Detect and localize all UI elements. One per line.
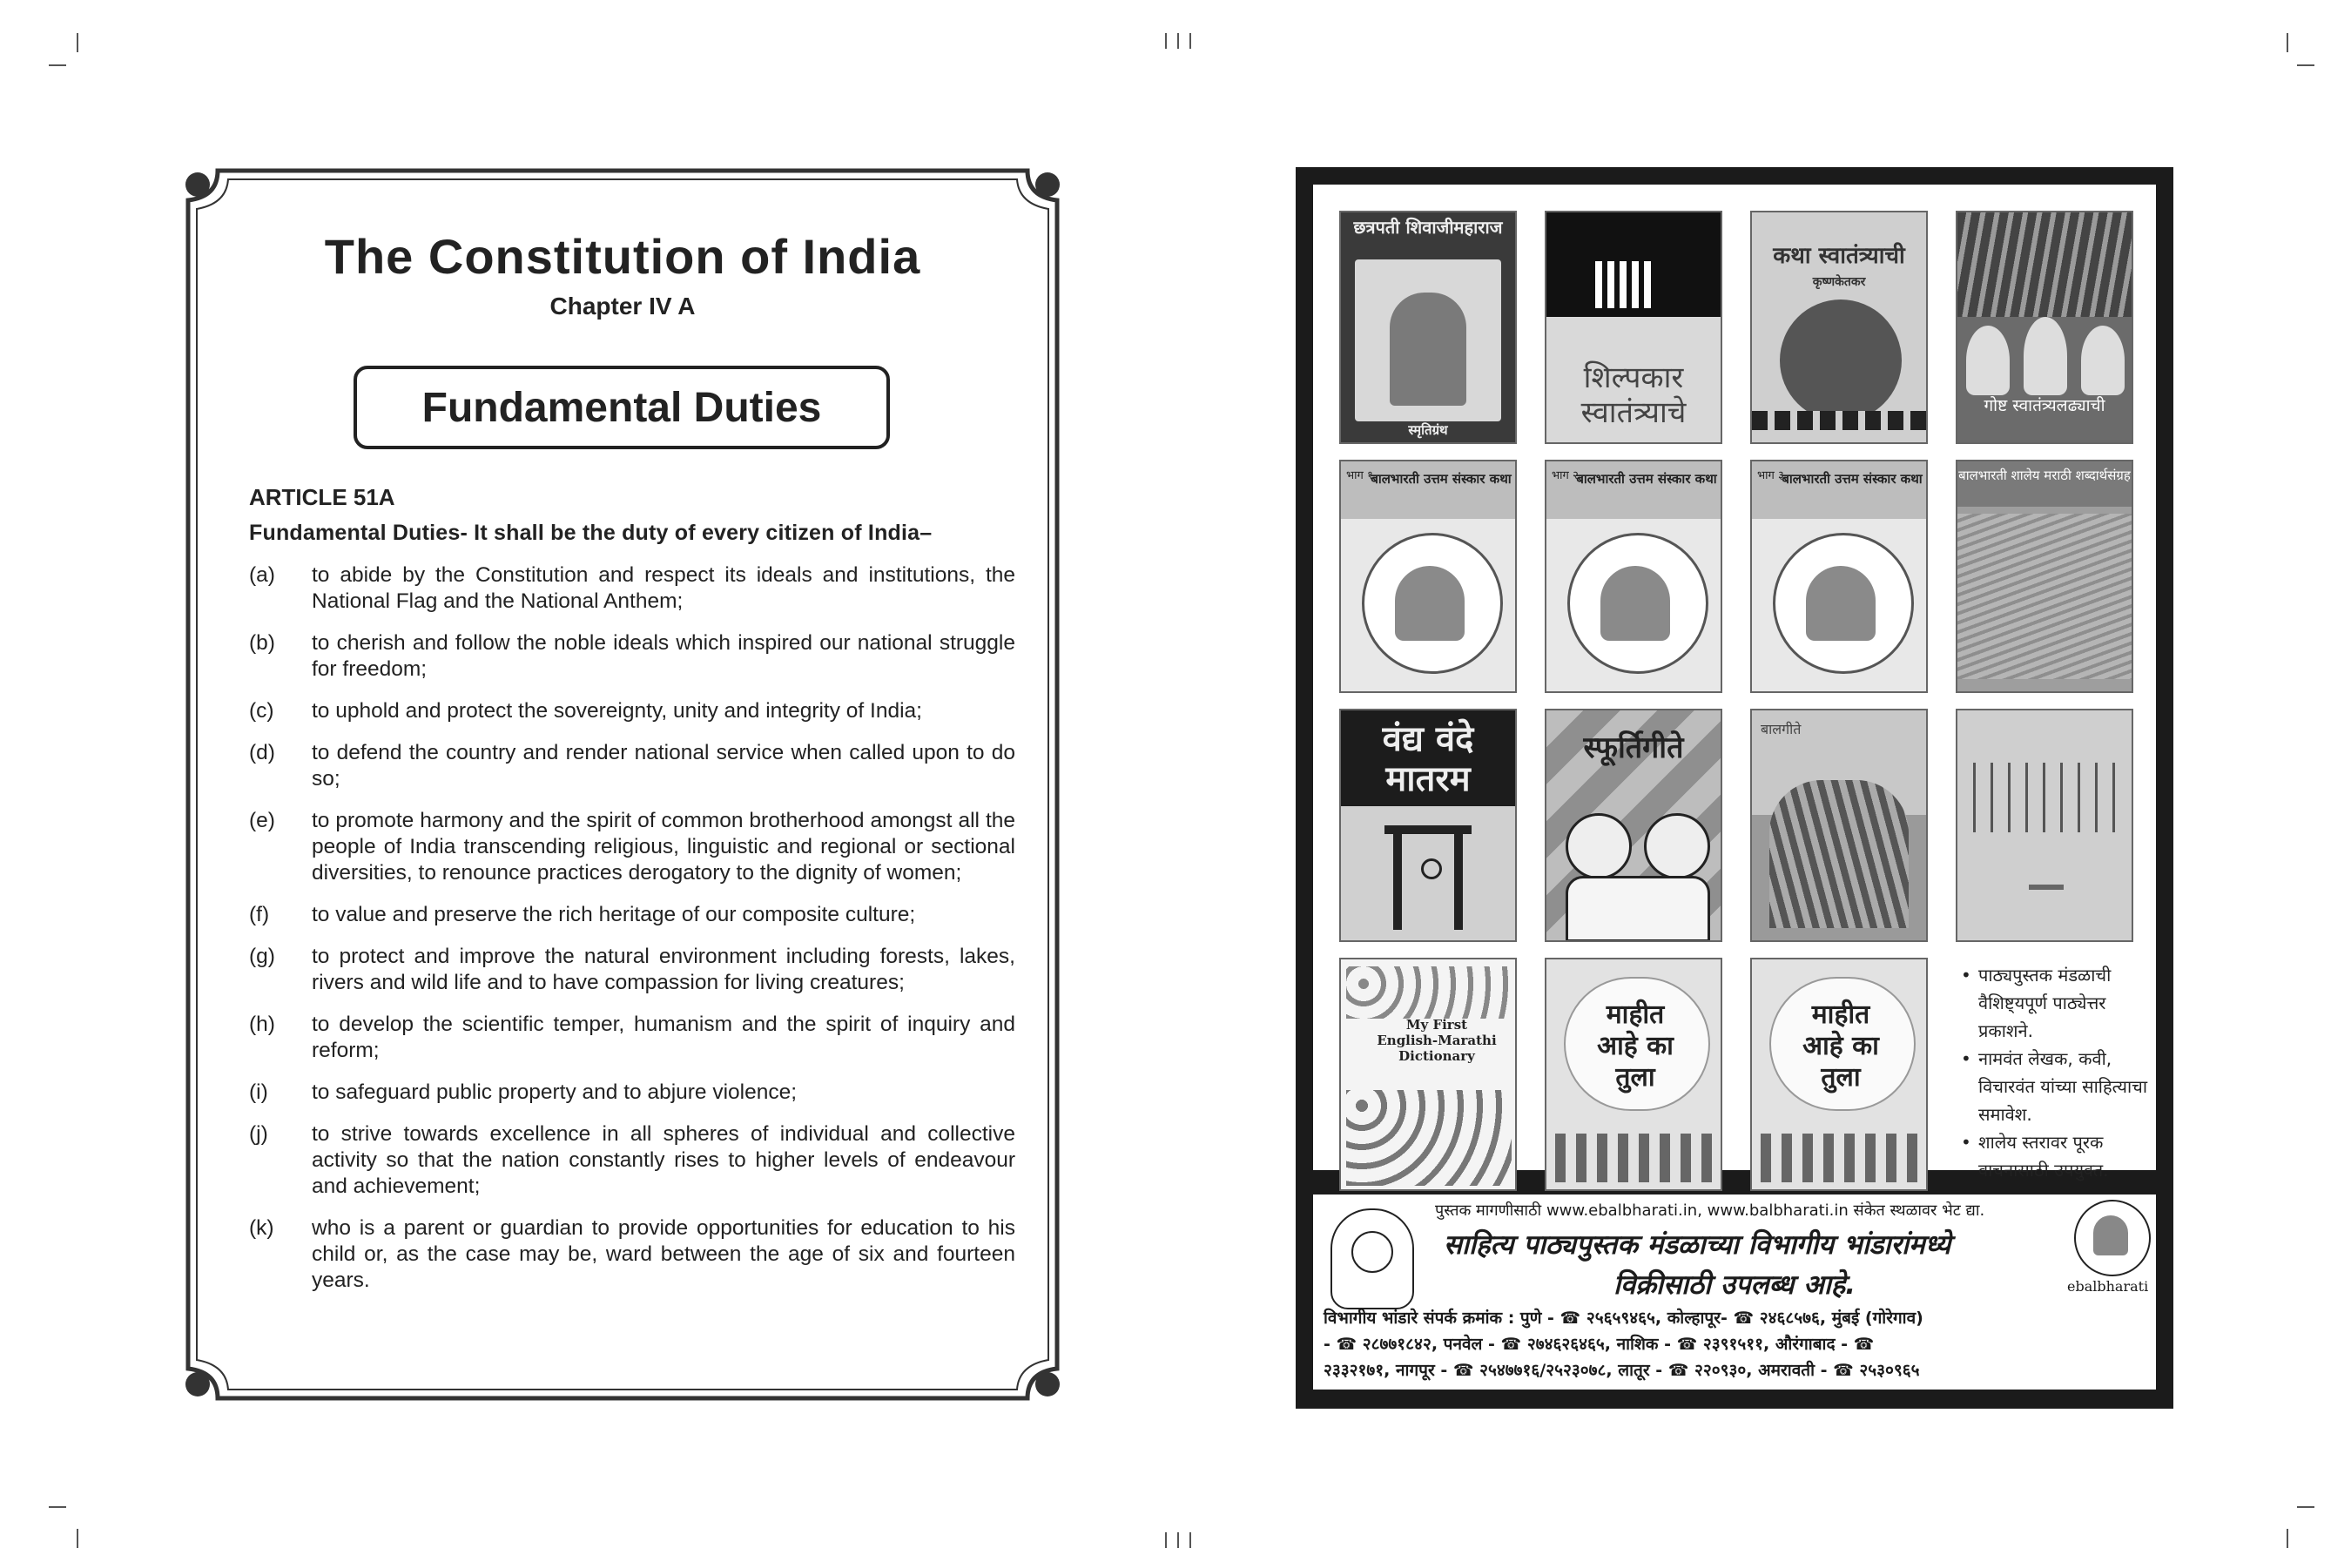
publication-features [1957,961,2149,1184]
crop-mark [1189,33,1191,49]
book-cover: भाग १ बालभारती उत्तम संस्कार कथा [1339,460,1517,693]
feature-item: • पाठ्यपुस्तक मंडळाची वैशिष्ट्यपूर्ण पाठ्येत्तर प्रकाशने. [1957,961,2149,1045]
book-cover: माहीत आहे का तुला [1750,958,1928,1191]
crop-mark [2297,1506,2314,1508]
contact-line: - ☎ २८७७१८४२, पनवेल - ☎ २७४६२६४६५, नाशिक - ☎ २३९१५११, औरंगाबाद - ☎ [1324,1335,1875,1354]
duty-item: (i) to safeguard public property and to abjure violence; [249,1080,798,1104]
book-cover: बालभारती शालेय मराठी शब्दार्थसंग्रह [1956,460,2133,693]
book-cover [1956,709,2133,942]
headline-line-1: साहित्य पाठ्यपुस्तक मंडळाच्या विभागीय भांडारांमध्ये [1444,1229,1951,1261]
crop-mark [77,33,78,52]
duty-item: (b) to cherish and follow the noble ideals which inspired our national struggle for freedom; [249,631,1015,681]
page-title: The Constitution of India [324,229,921,284]
duty-item: (k) who is a parent or guardian to provide opportunities for education to his child or, as the case may be, ward between the age of six and fourteen years. [249,1216,1015,1292]
crop-mark [2297,64,2314,66]
book-cover: छत्रपती शिवाजीमहाराज स्मृतिग्रंथ [1339,211,1517,444]
duties-list [249,562,1015,1309]
crop-mark [1165,33,1167,49]
ebalbharati-logo [2074,1200,2151,1276]
publications-advert [1296,167,2173,1409]
duty-item: (g) to protect and improve the natural environment including forests, lakes, rivers and wild life and to have compassion for living creatures; [249,945,1015,994]
store-info-box [1313,1195,2156,1390]
crop-mark [1189,1532,1191,1548]
book-cover: बालगीते [1750,709,1928,942]
duty-item: (j) to strive towards excellence in all spheres of individual and collective activity so that the nation constantly rises to higher levels of endeavour and achievement; [249,1122,1015,1198]
crop-mark [2287,1529,2288,1548]
contact-line: २३३२१७१, नागपूर - ☎ २५४७७१६/२५२३०७८, लातूर - ☎ २२०९३०, अमरावती - ☎ २५३०९६५ [1324,1361,1920,1380]
crop-mark [1177,33,1179,49]
crop-mark [2287,33,2288,52]
chapter-label: Chapter IV A [549,293,696,320]
feature-item: • शालेय स्तरावर पूरक वाचनासाठी उपयुक्त. [1957,1128,2149,1184]
feature-item: • नामवंत लेखक, कवी, विचारवंत यांच्या साहित्याचा समावेश. [1957,1045,2149,1128]
crop-mark [77,1529,78,1548]
crop-mark [49,64,66,66]
crop-mark [49,1506,66,1508]
duty-item: (d) to defend the country and render national service when called upon to do so; [249,741,1015,791]
crop-mark [1165,1532,1167,1548]
duty-item: (f) to value and preserve the rich heritage of our composite culture; [249,903,916,926]
duties-intro: Fundamental Duties- It shall be the duty of every citizen of India– [249,521,933,545]
covers-grid [1313,185,2156,1181]
duty-item: (h) to develop the scientific temper, humanism and the spirit of inquiry and reform; [249,1013,1015,1062]
book-cover: कथा स्वातंत्र्याची कृष्णकेतकर [1750,211,1928,444]
headline-line-2: विक्रीसाठी उपलब्ध आहे. [1613,1269,1856,1301]
book-cover: स्फूर्तिगीते [1545,709,1722,942]
book-cover: शिल्पकार स्वातंत्र्याचे [1545,211,1722,444]
book-cover: भाग ३ बालभारती उत्तम संस्कार कथा [1750,460,1928,693]
fundamental-duties-heading: Fundamental Duties [354,366,890,449]
ebalbharati-label: ebalbharati [2067,1278,2149,1295]
constitution-page [183,165,1062,1403]
duty-item: (c) to uphold and protect the sovereignty, unity and integrity of India; [249,699,922,723]
book-cover: भाग २ बालभारती उत्तम संस्कार कथा [1545,460,1722,693]
duty-item: (e) to promote harmony and the spirit of common brotherhood amongst all the people of India transcending religious, linguistic and regional or sectional diversities, to renounce practices derogatory to the dignity of women; [249,809,1015,885]
book-cover: My First English-Marathi Dictionary [1339,958,1517,1191]
article-label: ARTICLE 51A [249,484,395,510]
book-cover: माहीत आहे का तुला [1545,958,1722,1191]
book-cover: गोष्ट स्वातंत्र्यलढ्याची [1956,211,2133,444]
order-line: पुस्तक मागणीसाठी www.ebalbharati.in, www.balbharati.in संकेत स्थळावर भेट द्या. [1435,1201,1985,1220]
book-cover: वंद्य वंदे मातरम [1339,709,1517,942]
duty-item: (a) to abide by the Constitution and respect its ideals and institutions, the National Flag and the National Anthem; [249,563,1015,613]
crop-mark [1177,1532,1179,1548]
contact-line: विभागीय भांडारे संपर्क क्रमांक : पुणे - ☎ २५६५९४६५, कोल्हापूर- ☎ २४६८५७६, मुंबई (गोरेगाव) [1324,1309,1923,1328]
